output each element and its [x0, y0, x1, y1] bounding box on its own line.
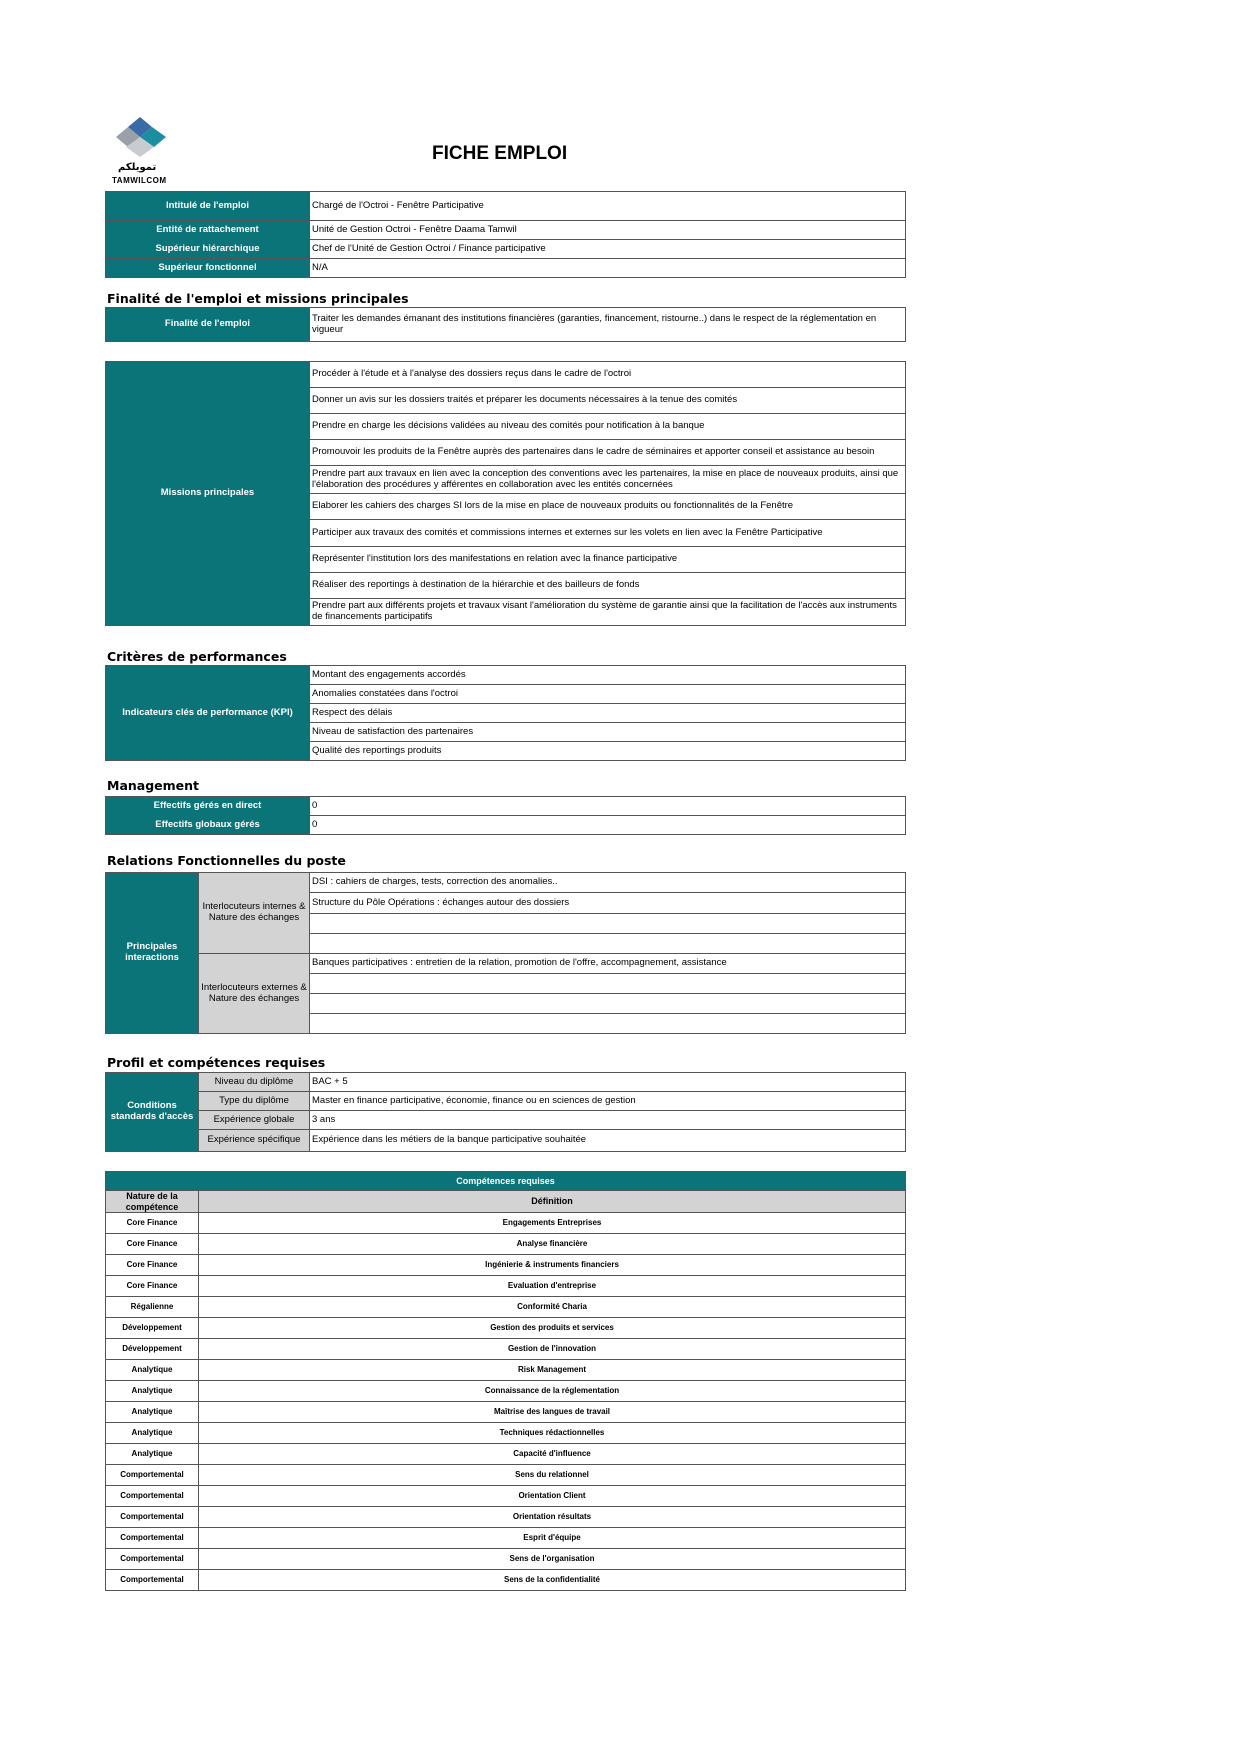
competence-definition: Esprit d'équipe — [199, 1528, 906, 1549]
kpi-item: Qualité des reportings produits — [310, 742, 906, 761]
direct-staff-label: Effectifs gérés en direct — [106, 797, 310, 816]
competence-definition: Gestion de l'innovation — [199, 1339, 906, 1360]
hierarchical-superior-value: Chef de l'Unité de Gestion Octroi / Finance participative — [310, 240, 906, 259]
table-row — [106, 1339, 906, 1360]
competence-definition: Sens de l'organisation — [199, 1549, 906, 1570]
competence-definition: Risk Management — [199, 1360, 906, 1381]
mission-item: Procéder à l'étude et à l'analyse des dossiers reçus dans le cadre de l'octroi — [310, 362, 906, 388]
diploma-level-label: Niveau du diplôme — [199, 1073, 310, 1092]
competence-nature: Comportemental — [106, 1465, 199, 1486]
page-title: FICHE EMPLOI — [432, 143, 568, 164]
global-experience-label: Expérience globale — [199, 1111, 310, 1130]
internal-contact-item: Structure du Pôle Opérations : échanges autour des dossiers — [310, 893, 906, 914]
competence-nature: Comportemental — [106, 1486, 199, 1507]
competence-definition: Connaissance de la réglementation — [199, 1381, 906, 1402]
nature-column-header: Nature de la compétence — [106, 1191, 199, 1213]
table-row — [106, 1297, 906, 1318]
table-row — [106, 1486, 906, 1507]
access-conditions-label: Conditions standards d'accès — [106, 1073, 199, 1152]
kpi-item: Montant des engagements accordés — [310, 666, 906, 685]
competences-table — [105, 1171, 906, 1591]
total-staff-label: Effectifs globaux gérés — [106, 816, 310, 835]
competence-nature: Comportemental — [106, 1528, 199, 1549]
table-row — [106, 1213, 906, 1234]
competence-definition: Maîtrise des langues de travail — [199, 1402, 906, 1423]
competence-definition: Techniques rédactionnelles — [199, 1423, 906, 1444]
management-table — [105, 796, 906, 835]
competence-definition: Evaluation d'entreprise — [199, 1276, 906, 1297]
global-experience-value: 3 ans — [310, 1111, 906, 1130]
competence-nature: Comportemental — [106, 1570, 199, 1591]
competence-definition: Orientation résultats — [199, 1507, 906, 1528]
specific-experience-value: Expérience dans les métiers de la banque participative souhaitée — [310, 1130, 906, 1152]
mission-item: Elaborer les cahiers des charges SI lors de la mise en place de nouveaux produits ou fonctionnalités de la Fenêtre — [310, 494, 906, 520]
job-title-label: Intitulé de l'emploi — [106, 192, 310, 221]
table-row — [106, 1276, 906, 1297]
section-title-criteres: Critères de performances — [107, 649, 287, 664]
competence-nature: Core Finance — [106, 1213, 199, 1234]
external-contact-item: Banques participatives : entretien de la relation, promotion de l'offre, accompagnement, assistance — [310, 954, 906, 974]
mission-item: Représenter l'institution lors des manifestations en relation avec la finance participative — [310, 547, 906, 573]
logo-text-latin: TAMWILCOM — [112, 176, 167, 185]
diploma-type-value: Master en finance participative, économie, finance ou en sciences de gestion — [310, 1092, 906, 1111]
job-info-table — [105, 191, 906, 278]
specific-experience-label: Expérience spécifique — [199, 1130, 310, 1152]
kpi-item: Respect des délais — [310, 704, 906, 723]
diploma-type-label: Type du diplôme — [199, 1092, 310, 1111]
competence-nature: Comportemental — [106, 1549, 199, 1570]
total-staff-value: 0 — [310, 816, 906, 835]
competence-definition: Conformité Charia — [199, 1297, 906, 1318]
internal-contacts-label: Interlocuteurs internes & Nature des échanges — [199, 873, 310, 954]
competence-definition: Ingénierie & instruments financiers — [199, 1255, 906, 1276]
competence-nature: Analytique — [106, 1402, 199, 1423]
mission-item: Prendre part aux différents projets et travaux visant l'amélioration du système de garantie ainsi que la facilitation de l'accès aux instruments de financements participatifs — [310, 599, 906, 626]
section-title-profil: Profil et compétences requises — [107, 1055, 326, 1070]
mission-item: Prendre en charge les décisions validées au niveau des comités pour notification à la banque — [310, 414, 906, 440]
competence-nature: Comportemental — [106, 1507, 199, 1528]
section-title-relations: Relations Fonctionnelles du poste — [107, 853, 346, 868]
table-row — [106, 1423, 906, 1444]
competence-nature: Régalienne — [106, 1297, 199, 1318]
kpi-table — [105, 665, 906, 761]
relations-table — [105, 872, 906, 1034]
competence-definition: Capacité d'influence — [199, 1444, 906, 1465]
table-row — [106, 1465, 906, 1486]
internal-contact-item — [310, 914, 906, 934]
kpi-label: Indicateurs clés de performance (KPI) — [106, 666, 310, 761]
mission-item: Prendre part aux travaux en lien avec la conception des conventions avec les partenaires, la mise en place de nouveaux produits, ainsi que l'élaboration des procédures y afférentes en collaboration avec les entités concernées — [310, 466, 906, 494]
external-contact-item — [310, 974, 906, 994]
profil-table — [105, 1072, 906, 1152]
external-contact-item — [310, 994, 906, 1014]
competence-definition: Sens de la confidentialité — [199, 1570, 906, 1591]
table-row — [106, 1381, 906, 1402]
section-title-finalite: Finalité de l'emploi et missions principales — [107, 291, 409, 306]
mission-item: Promouvoir les produits de la Fenêtre auprès des partenaires dans le cadre de séminaires et apporter conseil et assistance au besoin — [310, 440, 906, 466]
table-row — [106, 1507, 906, 1528]
competence-definition: Gestion des produits et services — [199, 1318, 906, 1339]
diploma-level-value: BAC + 5 — [310, 1073, 906, 1092]
functional-superior-label: Supérieur fonctionnel — [106, 259, 310, 278]
competences-title: Compétences requises — [106, 1172, 906, 1191]
table-row — [106, 1549, 906, 1570]
competence-nature: Développement — [106, 1318, 199, 1339]
section-title-management: Management — [107, 778, 200, 793]
hierarchical-superior-label: Supérieur hiérarchique — [106, 240, 310, 259]
functional-superior-value: N/A — [310, 259, 906, 278]
internal-contact-item — [310, 934, 906, 954]
competence-nature: Analytique — [106, 1360, 199, 1381]
table-row — [106, 1570, 906, 1591]
missions-table — [105, 361, 906, 626]
finalite-label: Finalité de l'emploi — [106, 308, 310, 342]
finalite-table — [105, 307, 906, 342]
mission-item: Participer aux travaux des comités et commissions internes et externes sur les volets en lien avec la Fenêtre Participative — [310, 520, 906, 547]
logo-text-arabic: تمويلكم — [118, 162, 157, 173]
competence-nature: Core Finance — [106, 1234, 199, 1255]
internal-contact-item: DSI : cahiers de charges, tests, correction des anomalies.. — [310, 873, 906, 893]
definition-column-header: Définition — [199, 1191, 906, 1213]
table-row — [106, 1255, 906, 1276]
kpi-item: Niveau de satisfaction des partenaires — [310, 723, 906, 742]
competence-definition: Analyse financière — [199, 1234, 906, 1255]
competence-nature: Analytique — [106, 1423, 199, 1444]
table-row — [106, 1318, 906, 1339]
table-row — [106, 1360, 906, 1381]
external-contacts-label: Interlocuteurs externes & Nature des échanges — [199, 954, 310, 1034]
competence-nature: Core Finance — [106, 1276, 199, 1297]
mission-item: Réaliser des reportings à destination de la hiérarchie et des bailleurs de fonds — [310, 573, 906, 599]
competence-nature: Analytique — [106, 1381, 199, 1402]
table-row — [106, 1444, 906, 1465]
competence-nature: Analytique — [106, 1444, 199, 1465]
table-row — [106, 1528, 906, 1549]
missions-label: Missions principales — [106, 362, 310, 626]
kpi-item: Anomalies constatées dans l'octroi — [310, 685, 906, 704]
competence-nature: Core Finance — [106, 1255, 199, 1276]
finalite-value: Traiter les demandes émanant des institutions financières (garanties, financement, ristourne..) dans le respect de la réglementation en vigueur — [310, 308, 906, 342]
table-row — [106, 1402, 906, 1423]
direct-staff-value: 0 — [310, 797, 906, 816]
entity-value: Unité de Gestion Octroi - Fenêtre Daama Tamwil — [310, 221, 906, 240]
competence-definition: Orientation Client — [199, 1486, 906, 1507]
job-title-value: Chargé de l'Octroi - Fenêtre Participative — [310, 192, 906, 221]
mission-item: Donner un avis sur les dossiers traités et préparer les documents nécessaires à la tenue des comités — [310, 388, 906, 414]
competence-definition: Sens du relationnel — [199, 1465, 906, 1486]
interactions-label: Principales interactions — [106, 873, 199, 1034]
external-contact-item — [310, 1014, 906, 1034]
competence-nature: Développement — [106, 1339, 199, 1360]
competence-definition: Engagements Entreprises — [199, 1213, 906, 1234]
entity-label: Entité de rattachement — [106, 221, 310, 240]
table-row — [106, 1234, 906, 1255]
